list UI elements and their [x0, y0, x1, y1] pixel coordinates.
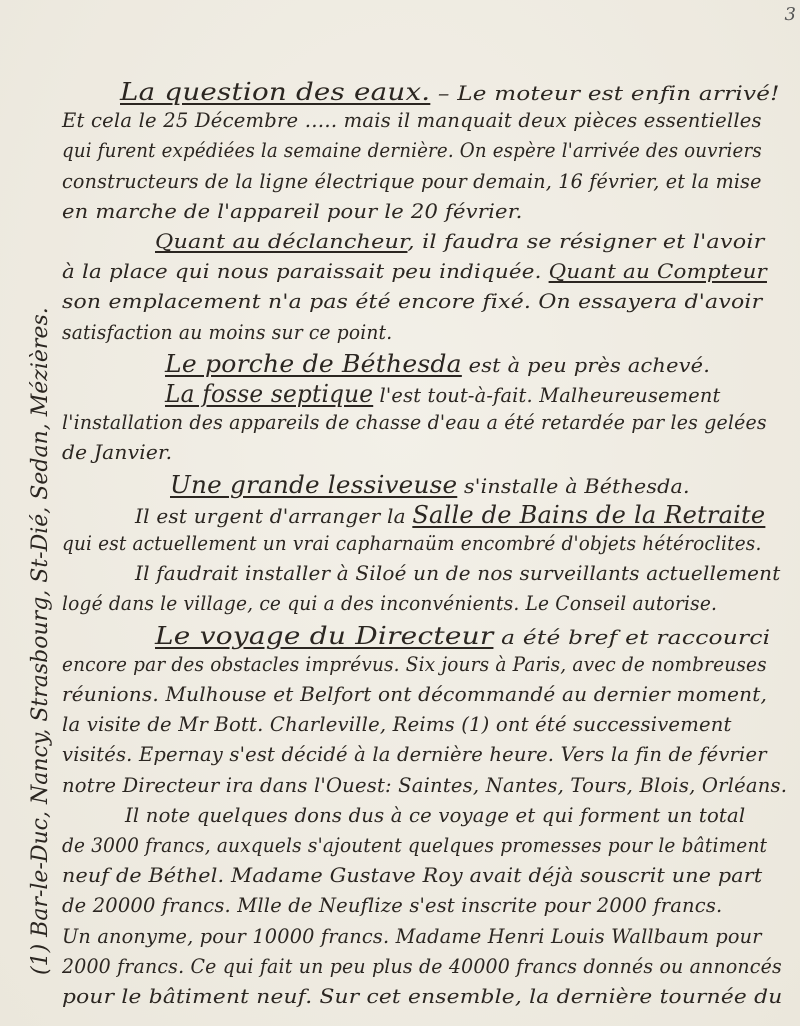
- text-line: [170, 471, 690, 499]
- text-segment: réunions. Mulhouse et Belfort ont décommandé au dernier moment,: [62, 682, 768, 706]
- text-line: [62, 289, 762, 313]
- text-line: [62, 531, 762, 555]
- text-line: [62, 410, 767, 434]
- text-line: [62, 591, 717, 615]
- page-corner-mark: 3: [784, 4, 796, 25]
- text-segment: à la place qui nous paraissait peu indiquée.: [62, 259, 549, 284]
- underlined-phrase: Quant au déclancheur: [155, 229, 408, 253]
- text-segment: est à peu près achevé.: [461, 352, 711, 377]
- underlined-phrase: Quant au Compteur: [548, 259, 767, 284]
- text-segment: s'installe à Béthesda.: [457, 473, 690, 498]
- text-segment: – Le moteur est enfin arrivé!: [430, 81, 780, 105]
- text-segment: de 3000 francs, auxquels s'ajoutent quelques promesses pour le bâtiment: [62, 833, 768, 857]
- text-line: [165, 380, 721, 408]
- text-line: [62, 169, 762, 193]
- margin-footnote: (1) Bar-le-Duc, Nancy, Strasbourg, St-Dié, Sedan, Mézières.: [28, 307, 53, 975]
- text-line: [165, 350, 710, 378]
- text-line: [62, 199, 523, 223]
- text-segment: pour le bâtiment neuf. Sur cet ensemble, la dernière tournée du: [62, 984, 783, 1008]
- text-segment: visités. Epernay s'est décidé à la dernière heure. Vers la fin de février: [62, 742, 767, 767]
- text-line: [62, 924, 762, 948]
- text-segment: constructeurs de la ligne électrique pour demain, 16 février, et la mise: [62, 168, 762, 193]
- text-line: [62, 138, 762, 162]
- text-line: [62, 440, 172, 464]
- text-segment: a été bref et raccourci: [493, 624, 771, 649]
- text-line: [62, 259, 767, 283]
- text-line: [155, 229, 765, 253]
- text-line: [120, 78, 780, 106]
- text-segment: encore par des obstacles imprévus. Six jours à Paris, avec de nombreuses: [62, 651, 767, 676]
- text-line: [62, 652, 767, 676]
- text-line: [62, 742, 767, 766]
- text-segment: qui est actuellement un vrai capharnaüm encombré d'objets hétéroclites.: [62, 531, 762, 555]
- text-line: [135, 501, 765, 529]
- text-segment: logé dans le village, ce qui a des inconvénients. Le Conseil autorise.: [62, 591, 718, 616]
- text-segment: la visite de Mr Bott. Charleville, Reims (1) ont été successivement: [62, 712, 732, 737]
- text-line: [135, 561, 780, 585]
- underlined-phrase: La fosse septique: [165, 380, 374, 408]
- text-line: [62, 984, 782, 1008]
- text-segment: de 20000 francs. Mlle de Neuflize s'est inscrite pour 2000 francs.: [62, 893, 723, 918]
- text-segment: Il faudrait installer à Siloé un de nos surveillants actuellement: [135, 561, 781, 586]
- underlined-phrase: Salle de Bains de la Retraite: [412, 500, 766, 529]
- text-line: [62, 773, 787, 797]
- text-segment: Un anonyme, pour 10000 francs. Madame Henri Louis Wallbaum pour: [62, 923, 762, 948]
- text-segment: de Janvier.: [62, 440, 173, 465]
- underlined-phrase: La question des eaux.: [120, 78, 431, 106]
- text-segment: notre Directeur ira dans l'Ouest: Saintes, Nantes, Tours, Blois, Orléans.: [62, 772, 788, 797]
- text-segment: 2000 francs. Ce qui fait un peu plus de 40000 francs donnés ou annoncés: [62, 953, 782, 978]
- text-segment: son emplacement n'a pas été encore fixé. On essayera d'avoir: [62, 289, 763, 314]
- text-segment: neuf de Béthel. Madame Gustave Roy avait déjà souscrit une part: [62, 863, 763, 888]
- text-segment: l'est tout-à-fait. Malheureusement: [373, 383, 721, 407]
- text-segment: Il est urgent d'arranger la: [135, 503, 413, 528]
- text-line: [62, 682, 767, 706]
- text-line: [62, 833, 767, 857]
- text-segment: qui furent expédiées la semaine dernière. On espère l'arrivée des ouvriers: [62, 138, 762, 163]
- text-segment: Il note quelques dons dus à ce voyage et qui forment un total: [125, 802, 746, 827]
- text-line: [62, 893, 722, 917]
- text-segment: l'installation des appareils de chasse d'eau a été retardée par les gelées: [62, 410, 767, 435]
- text-line: [62, 712, 732, 736]
- text-segment: Et cela le 25 Décembre ….. mais il manquait deux pièces essentielles: [62, 108, 762, 133]
- underlined-phrase: Le porche de Béthesda: [165, 349, 462, 378]
- text-line: [125, 803, 745, 827]
- text-line: [62, 108, 762, 132]
- text-line: [62, 863, 762, 887]
- text-line: [155, 622, 770, 650]
- text-segment: en marche de l'appareil pour le 20 février.: [62, 198, 523, 223]
- text-line: [62, 320, 392, 344]
- text-segment: , il faudra se résigner et l'avoir: [407, 229, 765, 253]
- text-line: [62, 954, 782, 978]
- underlined-phrase: Une grande lessiveuse: [170, 470, 458, 499]
- text-segment: satisfaction au moins sur ce point.: [62, 319, 393, 344]
- underlined-phrase: Le voyage du Directeur: [155, 621, 494, 650]
